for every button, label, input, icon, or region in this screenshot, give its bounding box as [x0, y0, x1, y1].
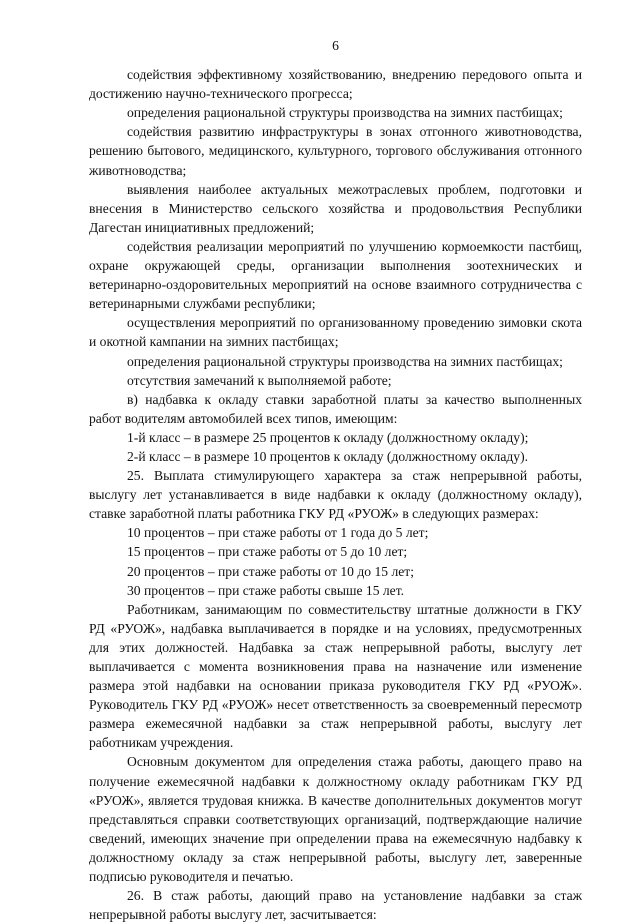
paragraph: 26. В стаж работы, дающий право на установление надбавки за стаж непрерывной работы выслугу лет, засчитывается:	[89, 888, 582, 923]
document-body	[89, 65, 582, 924]
paragraph: выявления наиболее актуальных межотраслевых проблем, подготовки и внесения в Министерство сельского хозяйства и продовольствия Республики Дагестан инициативных предложений;	[89, 181, 582, 235]
paragraph: 2-й класс – в размере 10 процентов к окладу (должностному окладу).	[127, 448, 529, 464]
paragraph: 15 процентов – при стаже работы от 5 до 10 лет;	[127, 544, 408, 560]
paragraph: Работникам, занимающим по совместительству штатные должности в ГКУ РД «РУОЖ», надбавка выплачивается в порядке и на условиях, предусмотренных для этих должностей. Надбавка за стаж непрерывной работы, выслугу лет выплачивается с момента возникновения права на назначение или изменение размера этой надбавки на основании приказа руководителя ГКУ РД «РУОЖ». Руководитель ГКУ РД «РУОЖ» несет ответственность за своевременный пересмотр размера ежемесячной надбавки за стаж непрерывной работы, выслугу лет работникам учреждения.	[89, 601, 582, 751]
paragraph: 30 процентов – при стаже работы свыше 15 лет.	[127, 582, 405, 598]
paragraph: отсутствия замечаний к выполняемой работе;	[127, 372, 392, 388]
paragraph: в) надбавка к окладу ставки заработной платы за качество выполненных работ водителям автомобилей всех типов, имеющим:	[89, 391, 582, 426]
paragraph: содействия реализации мероприятий по улучшению кормоемкости пастбищ, охране окружающей среды, организации выполнения зоотехнических и ветеринарно-оздоровительных мероприятий на основе взаимного сотрудничества с ветеринарными службами республики;	[89, 238, 582, 312]
paragraph: определения рациональной структуры производства на зимних пастбищах;	[127, 353, 563, 369]
page-number: 6	[332, 38, 339, 53]
paragraph: содействия развитию инфраструктуры в зонах отгонного животноводства, решению бытового, медицинского, культурного, торгового обслуживания отгонного животноводства;	[89, 124, 582, 178]
paragraph: определения рациональной структуры производства на зимних пастбищах;	[127, 105, 563, 121]
paragraph: 20 процентов – при стаже работы от 10 до 15 лет;	[127, 563, 415, 579]
paragraph: 25. Выплата стимулирующего характера за стаж непрерывной работы, выслугу лет устанавливается в виде надбавки к окладу (должностному окладу), ставке заработной платы работника ГКУ РД «РУОЖ» в следующих размерах:	[89, 468, 582, 522]
paragraph: 1-й класс – в размере 25 процентов к окладу (должностному окладу);	[127, 429, 529, 445]
paragraph: осуществления мероприятий по организованному проведению зимовки скота и окотной кампании на зимних пастбищах;	[89, 315, 582, 350]
paragraph: содействия эффективному хозяйствованию, внедрению передового опыта и достижению научно-технического прогресса;	[89, 67, 582, 102]
paragraph: Основным документом для определения стажа работы, дающего право на получение ежемесячной надбавки к должностному окладу работникам ГКУ РД «РУОЖ», является трудовая книжка. В качестве дополнительных документов могут представляться справки соответствующих организаций, подтверждающие наличие сведений, имеющих значение при определении права на ежемесячную надбавку к должностному окладу за стаж непрерывной работы, выслугу лет, заверенные подписью руководителя и печатью.	[89, 754, 582, 885]
paragraph: 10 процентов – при стаже работы от 1 года до 5 лет;	[127, 525, 429, 541]
